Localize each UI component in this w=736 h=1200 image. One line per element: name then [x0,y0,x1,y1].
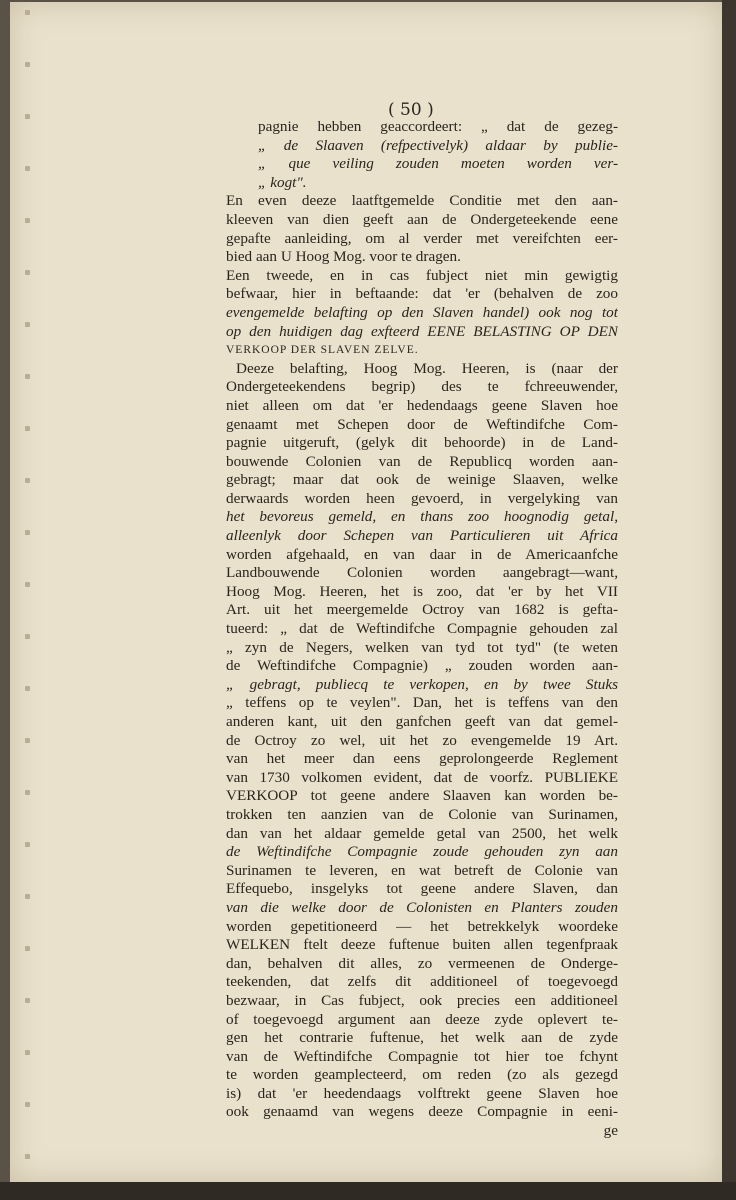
text-line: „ kogt". [258,173,307,191]
text-line: van 1730 volkomen evident, dat de voorfz. PUBLIEKE [226,768,618,786]
text-line: gepafte aanleiding, om al verder met vereifchten eer- [226,229,618,247]
text-line: Hoog Mog. Heeren, het is zoo, dat 'er by het VII [226,582,618,600]
text-line: Surinamen te leveren, en wat betreft de Colonie van [226,861,618,879]
text-line: dan van het aldaar gemelde getal van 2500, het welk [226,824,618,842]
text-line: Ondergeteekendens begrip) des te fchreeuwender, [226,378,618,396]
text-line: bezwaar, in Cas fubject, ook precies een additioneel [226,991,618,1009]
page-number: ( 50 ) [388,100,434,120]
text-line: gen het contrarie fuftenue, het welk aan de zyde [226,1029,618,1047]
text-line: of toegevoegd argument aan deeze zyde oplevert te- [226,1010,618,1028]
text-line: VERKOOP tot geene andere Slaaven kan worden be- [226,787,618,805]
text-line: bouwende Colonien van de Republicq worden aan- [226,452,618,470]
text-line: de Weftindifche Compagnie zoude gehouden zyn aan [226,843,618,861]
text-line: pagnie hebben geaccordeert: „ dat de gezeg- [258,118,618,135]
text-line: op den huidigen dag exfteerd EENE BELASTING OP DEN [226,322,618,340]
text-line: het bevoreus gemeld, en thans zoo hoognodig getal, [226,508,618,526]
text-line: Art. uit het meergemelde Octroy van 1682 is gefta- [226,601,618,619]
text-line: evengemelde belafting op den Slaven handel) ook nog tot [226,303,618,321]
text-line: niet alleen om dat 'er hedendaags geene Slaven hoe [226,396,618,414]
text-line: „ zyn de Negers, welken van tyd tot tyd" (te weten [226,638,618,656]
text-line: alleenlyk door Schepen van Particulieren uit Africa [226,527,618,545]
text-line: van het meer dan eens geprolongeerde Reglement [226,750,618,768]
text-line: van de Weftindifche Compagnie tot hier toe fchynt [226,1047,618,1065]
text-line: van die welke door de Colonisten en Planters zouden [226,898,618,916]
text-line: WELKEN ftelt deeze fuftenue buiten allen tegenfpraak [226,936,618,954]
text-line: gebragt; maar dat ook de weinige Slaaven, welke [226,471,618,489]
text-line: „ teffens op te veylen". Dan, het is teffens van den [226,694,618,712]
scan-edge-right [722,0,736,1200]
text-line: „ gebragt, publiecq te verkopen, en by twee Stuks [226,675,618,693]
text-line: „ que veiling zouden moeten worden ver- [258,155,618,173]
text-line: Deeze belafting, Hoog Mog. Heeren, is (naar der [236,359,618,377]
text-line: En even deeze laatftgemelde Conditie met den aan- [226,192,618,210]
text-line: te worden geamplecteerd, om reden (zo als gezegd [226,1066,618,1084]
text-line: trokken ten aanzien van de Colonie van Surinamen, [226,805,618,823]
text-line: kleeven van dien geeft aan de Ondergeteekende eene [226,210,618,228]
text-line: is) dat 'er heedendaags volftrekt geene Slaven hoe [226,1084,618,1102]
text-line: de Weftindifche Compagnie) „ zouden worden aan- [226,657,618,675]
text-line: genaamt met Schepen door de Weftindifche Com- [226,415,618,433]
text-line: pagnie uitgeruft, (gelyk dit behoorde) in de Land- [226,434,618,452]
text-line: Effequebo, insgelyks tot geene andere Slaven, dan [226,880,618,898]
text-line: VERKOOP DER SLAVEN ZELVE. [226,344,419,357]
text-line: de Octroy zo wel, uit het zo evengemelde 19 Art. [226,731,618,749]
text-line: Landbouwende Colonien worden aangebragt—want, [226,564,618,582]
text-line: „ de Slaaven (refpectivelyk) aldaar by publie- [258,136,618,154]
text-line: teekenden, dat zelfs dit additioneel of toegevoegd [226,973,618,991]
text-line: ge [603,1122,618,1140]
text-line: tueerd: „ dat de Weftindifche Compagnie gehouden zal [226,620,618,638]
scan-edge-bottom [0,1182,736,1200]
text-line: derwaards worden heen gevoerd, in vergelyking van [226,489,618,507]
body-text [226,118,618,1141]
text-line: dan, behalven dit alles, zo vermeenen de Onderge- [226,954,618,972]
text-line: worden gepetitioneerd — het betrekkelyk woordeke [226,917,618,935]
text-line: worden afgehaald, en van daar in de Americaanfche [226,545,618,563]
text-line: befwaar, hier in beftaande: dat 'er (behalven de zoo [226,285,618,303]
text-line: anderen kant, uit den ganfchen geeft van dat gemel- [226,713,618,730]
text-line: Een tweede, en in cas fubject niet min gewigtig [226,266,618,284]
text-line: bied aan U Hoog Mog. voor te dragen. [226,248,461,266]
text-line: ook genaamd van wegens deeze Compagnie in eeni- [226,1103,618,1121]
